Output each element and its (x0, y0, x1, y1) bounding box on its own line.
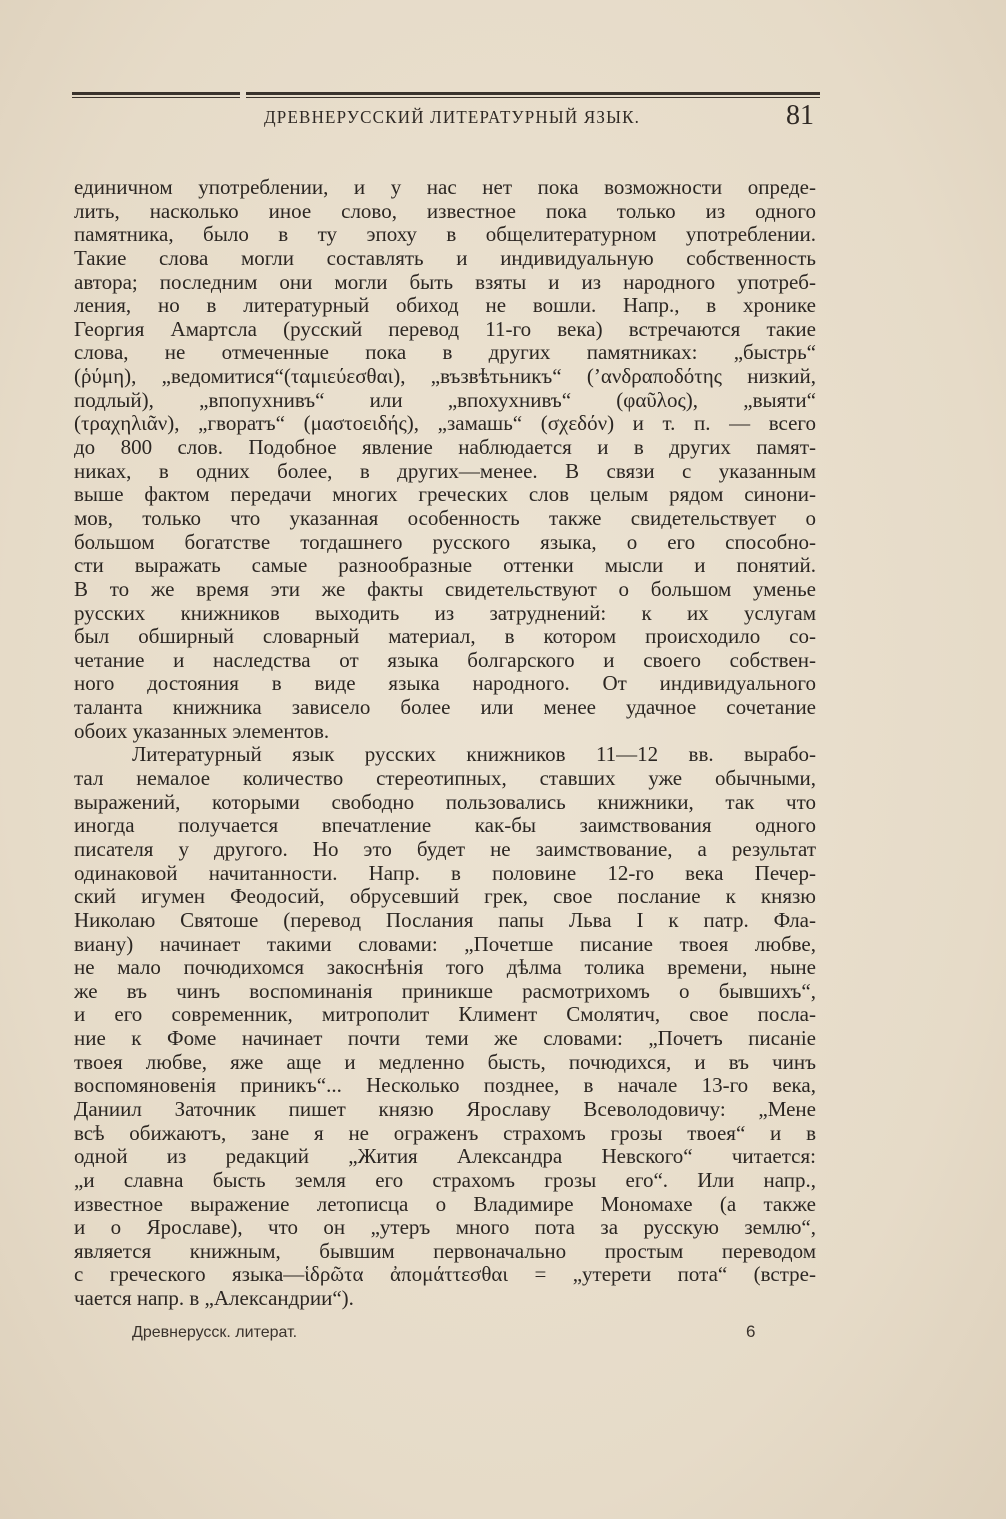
text-line: одной из редакций „Жития Александра Невского“ читается: (74, 1145, 816, 1169)
text-line: виану) начинает такими словами: „Почетше писание твоея любве, (74, 932, 816, 956)
text-line: выше фактом передачи многих греческих слов целым рядом синони- (74, 483, 816, 507)
header-rule (72, 92, 820, 98)
text-line: (τραχηλιᾶν), „гворатъ“ (μαστοειδής), „замашь“ (σχεδόν) и т. п. — всего (74, 412, 816, 436)
text-line: до 800 слов. Подобное явление наблюдается и в других памят- (74, 436, 816, 460)
text-line: обоих указанных элементов. (74, 719, 330, 743)
text-line: слова, не отмеченные пока в других памятниках: „быстрь“ (74, 341, 816, 365)
footer-sheet-number: 6 (746, 1322, 756, 1341)
text-line: ние к Фоме начинает почти теми же словами: „Почетъ писаніе (74, 1027, 816, 1051)
text-line: (ῥύμη), „ведомитися“(ταμιεύεσθαι), „възвѣтьникъ“ (’ανδραποδότης низкий, (74, 365, 816, 389)
text-line: таланта книжника зависело более или менее удачное сочетание (74, 696, 816, 720)
text-line: лить, насколько иное слово, известное пока только из одного (74, 199, 816, 223)
text-line: не мало почюдихомся закоснѣнія того дѣлма толика времени, ныне (74, 956, 816, 980)
text-line: иногда получается впечатление как-бы заимствования одного (74, 814, 816, 838)
text-line: известное выражение летописца о Владимире Мономахе (а также (74, 1192, 816, 1216)
text-line: Даниил Заточник пишет князю Ярославу Всеволодовичу: „Мене (74, 1097, 816, 1121)
text-line: русских книжников выходить из затруднений: к их услугам (74, 601, 816, 625)
text-line: чается напр. в „Александрии“). (74, 1287, 354, 1311)
text-line: памятника, было в ту эпоху в общелитературном употреблении. (74, 223, 816, 247)
footer-signature: Древнерусск. литерат. (132, 1324, 298, 1341)
text-line: никах, в одних более, в других—менее. В связи с указанным (74, 459, 816, 483)
text-line: ский игумен Феодосий, обрусевший грек, свое послание к князю (74, 885, 816, 909)
text-line: писателя у другого. Но это будет не заимствование, а результат (74, 837, 816, 861)
text-line: является книжным, бывшим первоначально простым переводом (74, 1239, 816, 1263)
text-line: „и славна бысть земля его страхомъ грозы его“. Или напр., (74, 1168, 816, 1192)
text-line: четание и наследства от языка болгарского и своего собствен- (74, 648, 816, 672)
text-line: В то же время эти же факты свидетельствуют о большом уменье (74, 577, 816, 601)
text-line: единичном употреблении, и у нас нет пока возможности опреде- (74, 176, 816, 199)
text-line: и его современник, митрополит Климент Смолятич, свое посла- (74, 1003, 816, 1027)
running-title: ДРЕВНЕРУССКИЙ ЛИТЕРАТУРНЫЙ ЯЗЫК. (264, 107, 641, 128)
page-number: 81 (786, 100, 814, 131)
text-line: и о Ярославе), что он „утеръ много пота за русскую землю“, (74, 1216, 816, 1240)
text-line: же въ чинъ воспоминанія приникше расмотрихомъ о бывшихъ“, (74, 979, 816, 1003)
text-line: ления, но в литературный обиход не вошли. Напр., в хронике (74, 294, 816, 318)
text-line: твоея любве, яже аще и медленно бысть, почюдихся, и въ чинъ (74, 1050, 816, 1074)
text-line: Николаю Святоше (перевод Послания папы Льва I к патр. Фла- (74, 908, 816, 932)
text-line: подлый), „впопухнивъ“ или „впохухнивъ“ (φαῦλος), „выяти“ (74, 388, 816, 412)
text-line: Такие слова могли составлять и индивидуальную собственность (74, 246, 816, 270)
text-line: ного достояния в виде языка народного. От индивидуального (74, 672, 816, 696)
text-line: был обширный словарный материал, в котором происходило со- (74, 625, 816, 649)
text-line: сти выражать самые разнообразные оттенки мысли и понятий. (74, 554, 816, 578)
text-line: Георгия Амартсла (русский перевод 11-го века) встречаются такие (74, 317, 816, 341)
body-text (74, 176, 816, 1311)
text-line: с греческого языка—ἱδρῶτα ἀπομάττεσθαι = „утерети пота“ (встре- (74, 1263, 816, 1287)
text-line: Литературный язык русских книжников 11—12 вв. вырабо- (132, 743, 816, 767)
header-rule-gap (240, 90, 246, 100)
text-line: воспомяновенія приникъ“... Несколько позднее, в начале 13-го века, (74, 1074, 816, 1098)
text-line: автора; последним они могли быть взяты и из народного употреб- (74, 270, 816, 294)
text-line: мов, только что указанная особенность также свидетельствует о (74, 506, 816, 530)
text-line: большом богатстве тогдашнего русского языка, о его способно- (74, 530, 816, 554)
text-line: всѣ обижаютъ, зане я не ограженъ страхомъ грозы твоея“ и в (74, 1121, 816, 1145)
text-line: тал немалое количество стереотипных, ставших уже обычными, (74, 767, 816, 791)
text-line: выражений, которыми свободно пользовались книжники, так что (74, 790, 816, 814)
text-line: одинаковой начитанности. Напр. в половине 12-го века Печер- (74, 861, 816, 885)
